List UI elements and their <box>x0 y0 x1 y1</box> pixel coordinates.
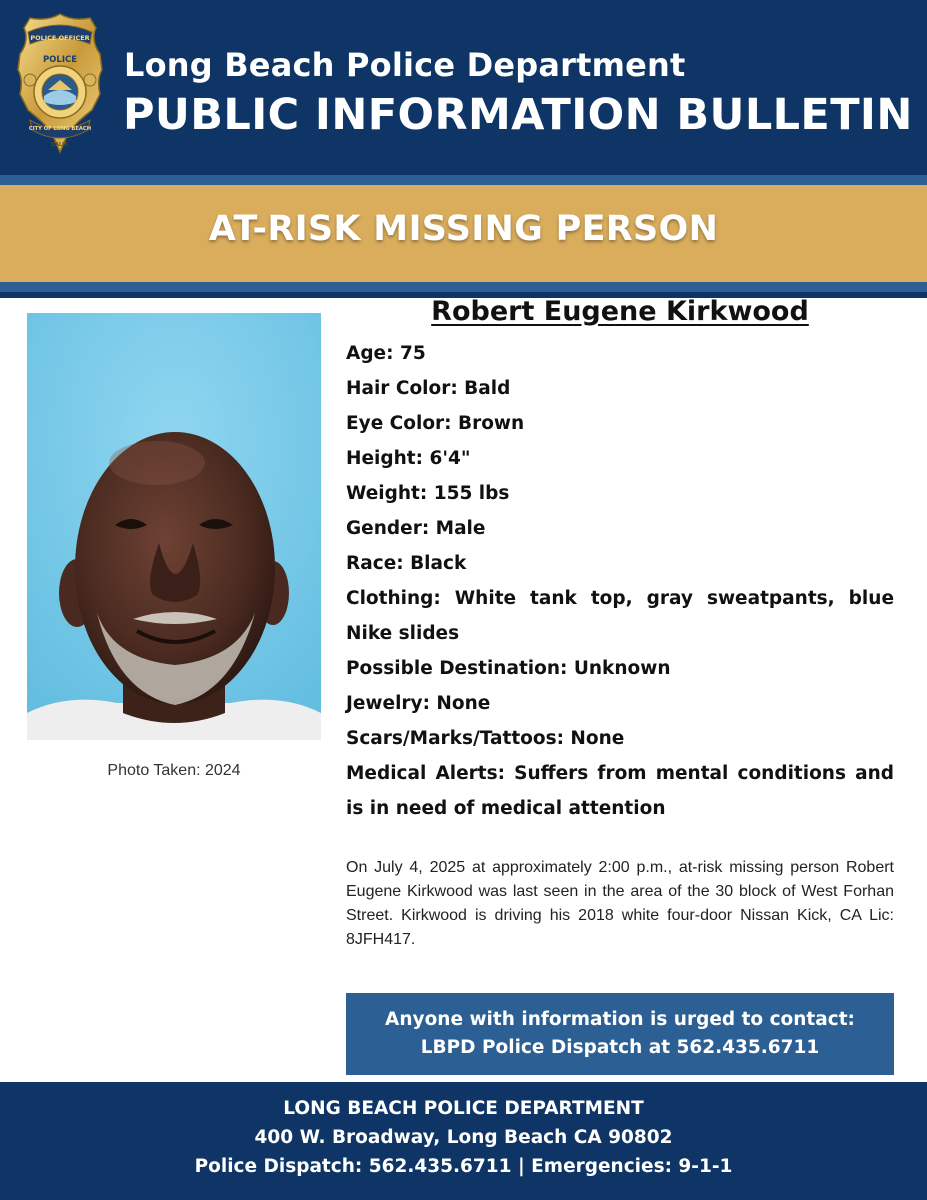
badge-center-text: POLICE <box>42 55 78 65</box>
detail-scars-marks-tattoos: Scars/Marks/Tattoos: None <box>346 728 625 749</box>
missing-person-name: Robert Eugene Kirkwood <box>431 296 809 327</box>
bulletin-title: PUBLIC INFORMATION BULLETIN <box>123 90 913 140</box>
footer-department: LONG BEACH POLICE DEPARTMENT <box>283 1098 644 1119</box>
detail-jewelry: Jewelry: None <box>346 693 491 714</box>
detail-possible-destination: Possible Destination: Unknown <box>346 658 671 679</box>
detail-clothing: Clothing: White tank top, gray sweatpants, blue Nike slides <box>346 588 894 644</box>
detail-eye-color: Eye Color: Brown <box>346 413 525 434</box>
alert-banner-text: AT-RISK MISSING PERSON <box>208 209 719 249</box>
detail-hair-color: Hair Color: Bald <box>346 378 511 399</box>
footer-phone-numbers: Police Dispatch: 562.435.6711 | Emergencies: 9-1-1 <box>194 1156 733 1177</box>
department-name: Long Beach Police Department <box>124 46 686 84</box>
divider-stripe-bottom <box>0 282 927 292</box>
badge-state-text: CALIF. <box>51 142 69 148</box>
police-badge-icon <box>14 10 106 160</box>
alert-banner <box>0 185 927 282</box>
detail-medical-alerts: Medical Alerts: Suffers from mental conditions and is in need of medical attention <box>346 763 894 819</box>
contact-line-2: LBPD Police Dispatch at 562.435.6711 <box>420 1037 820 1058</box>
footer-bar <box>0 1082 927 1200</box>
contact-box <box>346 993 894 1075</box>
contact-line-1: Anyone with information is urged to contact: <box>385 1009 855 1030</box>
badge-top-text: POLICE OFFICER <box>30 34 90 42</box>
missing-person-photo <box>27 313 321 740</box>
footer-address: 400 W. Broadway, Long Beach CA 90802 <box>254 1127 673 1148</box>
person-details-list <box>346 336 894 826</box>
photo-caption: Photo Taken: 2024 <box>107 762 241 779</box>
detail-age: Age: 75 <box>346 343 426 364</box>
detail-gender: Gender: Male <box>346 518 486 539</box>
detail-race: Race: Black <box>346 553 467 574</box>
incident-narrative: On July 4, 2025 at approximately 2:00 p.m., at-risk missing person Robert Eugene Kirkwood was last seen in the area of the 30 block of West Forhan Street. Kirkwood is driving his 2018 white four-door Nissan Kick, CA Lic: 8JFH417. <box>346 859 894 948</box>
detail-height: Height: 6'4" <box>346 448 471 469</box>
header-bar <box>0 0 927 175</box>
detail-weight: Weight: 155 lbs <box>346 483 510 504</box>
divider-stripe-top <box>0 175 927 185</box>
badge-bottom-text: CITY OF LONG BEACH <box>28 126 92 132</box>
